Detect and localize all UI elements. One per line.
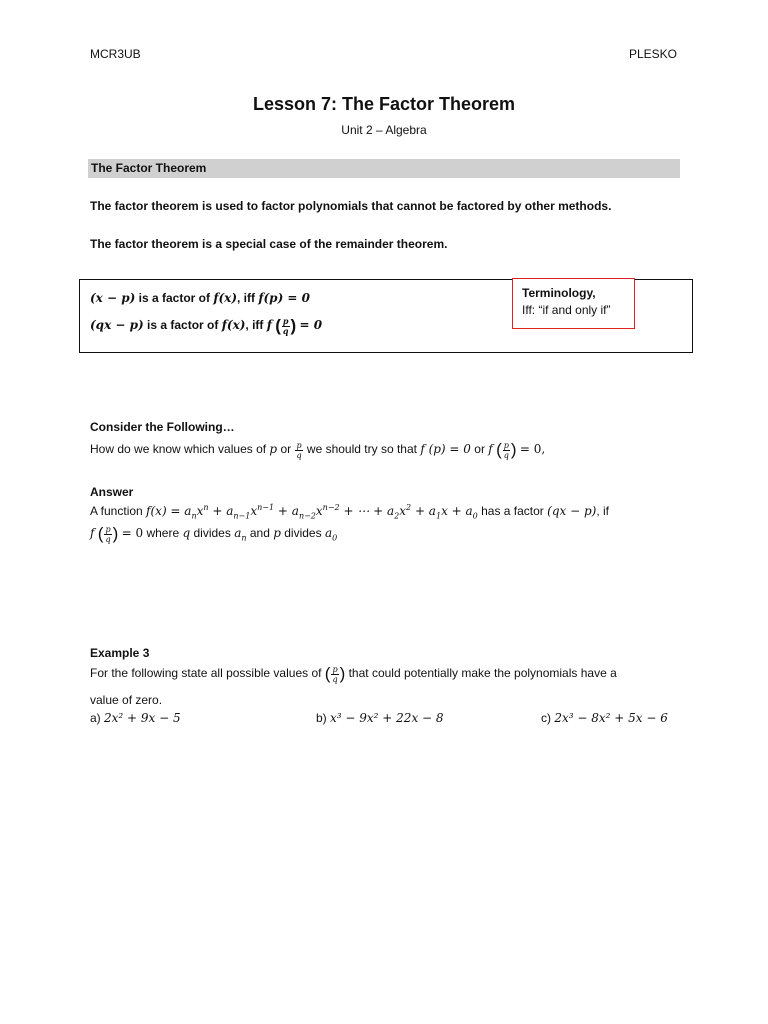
frac-den: q — [296, 450, 302, 460]
answer-where: where — [143, 526, 183, 541]
item-expression: x³ − 9x² + 22x − 8 — [330, 711, 444, 725]
answer-q: q — [182, 526, 191, 541]
frac-num: p — [332, 664, 338, 674]
example-heading: Example 3 — [90, 646, 150, 660]
intro-line-1: The factor theorem is used to factor polynomials that cannot be factored by other methods. — [90, 199, 612, 213]
example-text-pre: For the following state all possible values of — [90, 666, 325, 681]
answer-a0: $a_0$ — [324, 526, 338, 543]
answer-p: p — [273, 526, 281, 541]
stmt1-fx: f(x) — [213, 291, 238, 305]
stmt2-fx: f(x) — [221, 318, 246, 333]
answer-and: and — [246, 526, 274, 541]
answer-line-2: f ( $\frac{p}{q}$ ) = 0 where q divides $a_n$ and p divides $a_0$ — [90, 524, 338, 544]
stmt2-f: f — [266, 318, 272, 333]
item-expression: 2x³ − 8x² + 5x − 6 — [554, 711, 668, 725]
answer-factor: (qx − p) — [547, 504, 597, 518]
frac-den: q — [105, 534, 111, 544]
item-expression: 2x² + 9x − 5 — [104, 711, 181, 725]
consider-heading: Consider the Following… — [90, 420, 235, 434]
stmt1-text: is a factor of — [135, 291, 214, 305]
factor-x-minus-p: (x − p) — [90, 291, 136, 305]
terminology-definition: Iff: “if and only if” — [522, 303, 611, 317]
section-heading: The Factor Theorem — [91, 161, 207, 175]
answer-an: $a_n$ — [234, 526, 247, 543]
section-heading-bar — [88, 159, 680, 178]
question-fp: f (p) = 0 — [420, 442, 471, 457]
question-tail: = 0, — [519, 442, 546, 457]
frac-num: p — [296, 440, 302, 450]
stmt1-condition: f(p) = 0 — [258, 291, 311, 305]
page-subtitle: Unit 2 – Algebra — [341, 123, 427, 137]
example-text-post: that could potentially make the polynomials have a — [345, 666, 617, 681]
frac-den: q — [503, 450, 509, 460]
a0-base: a — [324, 526, 333, 541]
frac-num: p — [503, 440, 509, 450]
theorem-statement-1 — [90, 291, 310, 305]
question-fraction — [295, 441, 302, 460]
answer-polynomial: $f(x) = a_nx^n + a_{n-1}x^{n-1} + a_{n-2}x^{n-2}$ + ⋯ + $a_2x^2 + a_1x + a_0$ — [146, 503, 478, 521]
question-pre: How do we know which values of — [90, 442, 270, 457]
stmt2-fraction — [282, 317, 290, 336]
example-fraction — [331, 665, 338, 684]
answer-fraction — [104, 525, 111, 544]
answer-if: , if — [596, 504, 609, 518]
item-label: a) — [90, 711, 105, 725]
answer-divides: divides — [190, 526, 235, 541]
theorem-statement-2: (qx − p) is a factor of f(x), iff f ( $\frac{p}{q}$ ) = 0 — [90, 315, 323, 336]
frac-num: p — [105, 524, 111, 534]
answer-divides-2: divides — [280, 526, 325, 541]
stmt2-text: is a factor of — [143, 318, 222, 333]
question-or2: or — [470, 442, 489, 457]
example-text-line-1: For the following state all possible values of ( $\frac{p}{q}$ ) that could potentially make the polynomials have a — [90, 664, 617, 684]
example-item-b — [316, 711, 444, 725]
terminology-title: Terminology, — [522, 286, 596, 300]
answer-pre: A function — [90, 504, 147, 518]
answer-has-factor: has a factor — [477, 504, 548, 518]
poly-start: f(x) = a — [146, 504, 192, 518]
example-item-c — [541, 711, 668, 725]
page-title: Lesson 7: The Factor Theorem — [252, 94, 516, 114]
consider-question: How do we know which values of p or $\frac{p}{q}$ we should try so that f (p) = 0 or f ( $\frac{p}{q}$ ) = 0, — [90, 440, 546, 460]
question-mid: we should try so that — [303, 442, 421, 457]
course-code: MCR3UB — [90, 47, 141, 61]
stmt2-equals-zero: = 0 — [299, 318, 323, 333]
answer-line-1 — [90, 503, 609, 521]
stmt1-iff: , iff — [237, 291, 259, 305]
answer-heading: Answer — [90, 485, 134, 499]
stmt2-iff: , iff — [245, 318, 267, 333]
item-label: c) — [541, 711, 555, 725]
frac-den: q — [332, 674, 338, 684]
question-p: p — [269, 442, 278, 457]
intro-line-2: The factor theorem is a special case of the remainder theorem. — [90, 237, 448, 251]
factor-qx-minus-p: (qx − p) — [90, 318, 144, 333]
answer-f: f — [90, 526, 95, 541]
an-base: a — [234, 526, 242, 541]
terminology-box — [512, 278, 635, 329]
question-or: or — [277, 442, 295, 457]
example-item-a — [90, 711, 181, 725]
answer-eq0: = 0 — [121, 526, 144, 541]
frac-den: q — [282, 325, 289, 336]
question-f: f — [488, 442, 493, 457]
frac-num: p — [282, 315, 289, 326]
example-text-line-2: value of zero. — [90, 693, 163, 707]
item-label: b) — [316, 711, 331, 725]
question-fraction-2 — [503, 441, 510, 460]
teacher-name: PLESKO — [628, 47, 677, 61]
